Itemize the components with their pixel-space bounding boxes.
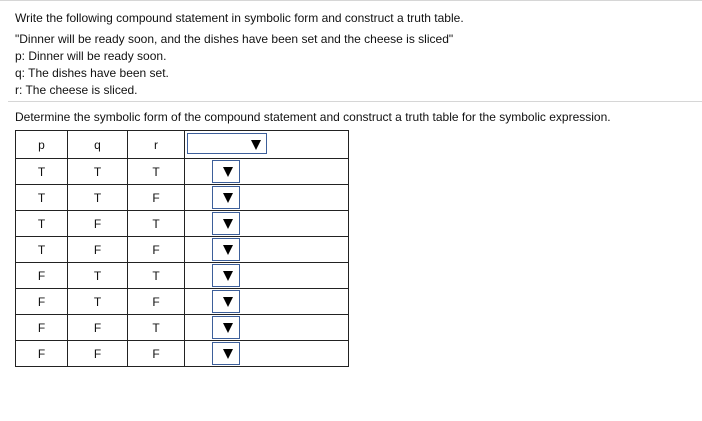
table-row xyxy=(16,289,349,315)
cell-q: F xyxy=(68,237,128,263)
dropdown-arrow-icon xyxy=(223,323,233,333)
cell-p: T xyxy=(16,159,68,185)
result-select[interactable] xyxy=(212,160,240,183)
cell-r: F xyxy=(128,341,185,367)
compound-statement: "Dinner will be ready soon, and the dishes have been set and the cheese is sliced" xyxy=(15,32,454,46)
result-select[interactable] xyxy=(212,342,240,365)
result-select[interactable] xyxy=(212,186,240,209)
table-row xyxy=(16,211,349,237)
table-row xyxy=(16,237,349,263)
truth-table xyxy=(15,130,349,367)
cell-p: F xyxy=(16,289,68,315)
dropdown-arrow-icon xyxy=(223,297,233,307)
result-cell xyxy=(185,341,349,367)
result-cell xyxy=(185,159,349,185)
result-value xyxy=(215,269,221,283)
result-value xyxy=(215,243,221,257)
result-select[interactable] xyxy=(212,316,240,339)
statement-q-definition: q: The dishes have been set. xyxy=(15,66,169,80)
result-value xyxy=(215,295,221,309)
result-cell xyxy=(185,237,349,263)
result-cell xyxy=(185,263,349,289)
cell-p: T xyxy=(16,237,68,263)
table-row xyxy=(16,315,349,341)
cell-r: T xyxy=(128,159,185,185)
result-cell xyxy=(185,315,349,341)
cell-q: T xyxy=(68,185,128,211)
result-value xyxy=(215,165,221,179)
expression-select[interactable] xyxy=(187,133,267,154)
header-p: p xyxy=(16,131,68,159)
cell-r: T xyxy=(128,263,185,289)
dropdown-arrow-icon xyxy=(223,245,233,255)
dropdown-arrow-icon xyxy=(223,193,233,203)
truth-table-header-row xyxy=(16,131,349,159)
result-select[interactable] xyxy=(212,264,240,287)
cell-r: F xyxy=(128,185,185,211)
result-value xyxy=(215,347,221,361)
question-prompt: Write the following compound statement in symbolic form and construct a truth table. xyxy=(15,11,464,25)
cell-q: F xyxy=(68,211,128,237)
table-row xyxy=(16,263,349,289)
header-expression-cell xyxy=(185,131,349,159)
dropdown-arrow-icon xyxy=(223,167,233,177)
result-value xyxy=(215,191,221,205)
result-select[interactable] xyxy=(212,238,240,261)
dropdown-arrow-icon xyxy=(223,271,233,281)
cell-q: T xyxy=(68,289,128,315)
dropdown-arrow-icon xyxy=(223,219,233,229)
statement-r-definition: r: The cheese is sliced. xyxy=(15,83,138,97)
cell-r: T xyxy=(128,315,185,341)
header-r: r xyxy=(128,131,185,159)
section-divider xyxy=(8,101,702,102)
dropdown-arrow-icon xyxy=(223,349,233,359)
result-select[interactable] xyxy=(212,212,240,235)
table-row xyxy=(16,185,349,211)
cell-p: T xyxy=(16,211,68,237)
result-select[interactable] xyxy=(212,290,240,313)
cell-r: T xyxy=(128,211,185,237)
cell-q: T xyxy=(68,159,128,185)
header-q: q xyxy=(68,131,128,159)
cell-q: T xyxy=(68,263,128,289)
result-cell xyxy=(185,185,349,211)
cell-q: F xyxy=(68,341,128,367)
cell-p: T xyxy=(16,185,68,211)
result-cell xyxy=(185,289,349,315)
cell-r: F xyxy=(128,237,185,263)
cell-r: F xyxy=(128,289,185,315)
top-divider xyxy=(0,0,702,1)
result-cell xyxy=(185,211,349,237)
result-value xyxy=(215,217,221,231)
table-row xyxy=(16,159,349,185)
cell-p: F xyxy=(16,341,68,367)
table-row xyxy=(16,341,349,367)
dropdown-arrow-icon xyxy=(251,140,261,150)
cell-p: F xyxy=(16,263,68,289)
question-text xyxy=(15,10,464,99)
statement-p-definition: p: Dinner will be ready soon. xyxy=(15,49,167,63)
cell-p: F xyxy=(16,315,68,341)
cell-q: F xyxy=(68,315,128,341)
result-value xyxy=(215,321,221,335)
instruction-text: Determine the symbolic form of the compound statement and construct a truth table for the symbolic expression. xyxy=(15,110,611,124)
